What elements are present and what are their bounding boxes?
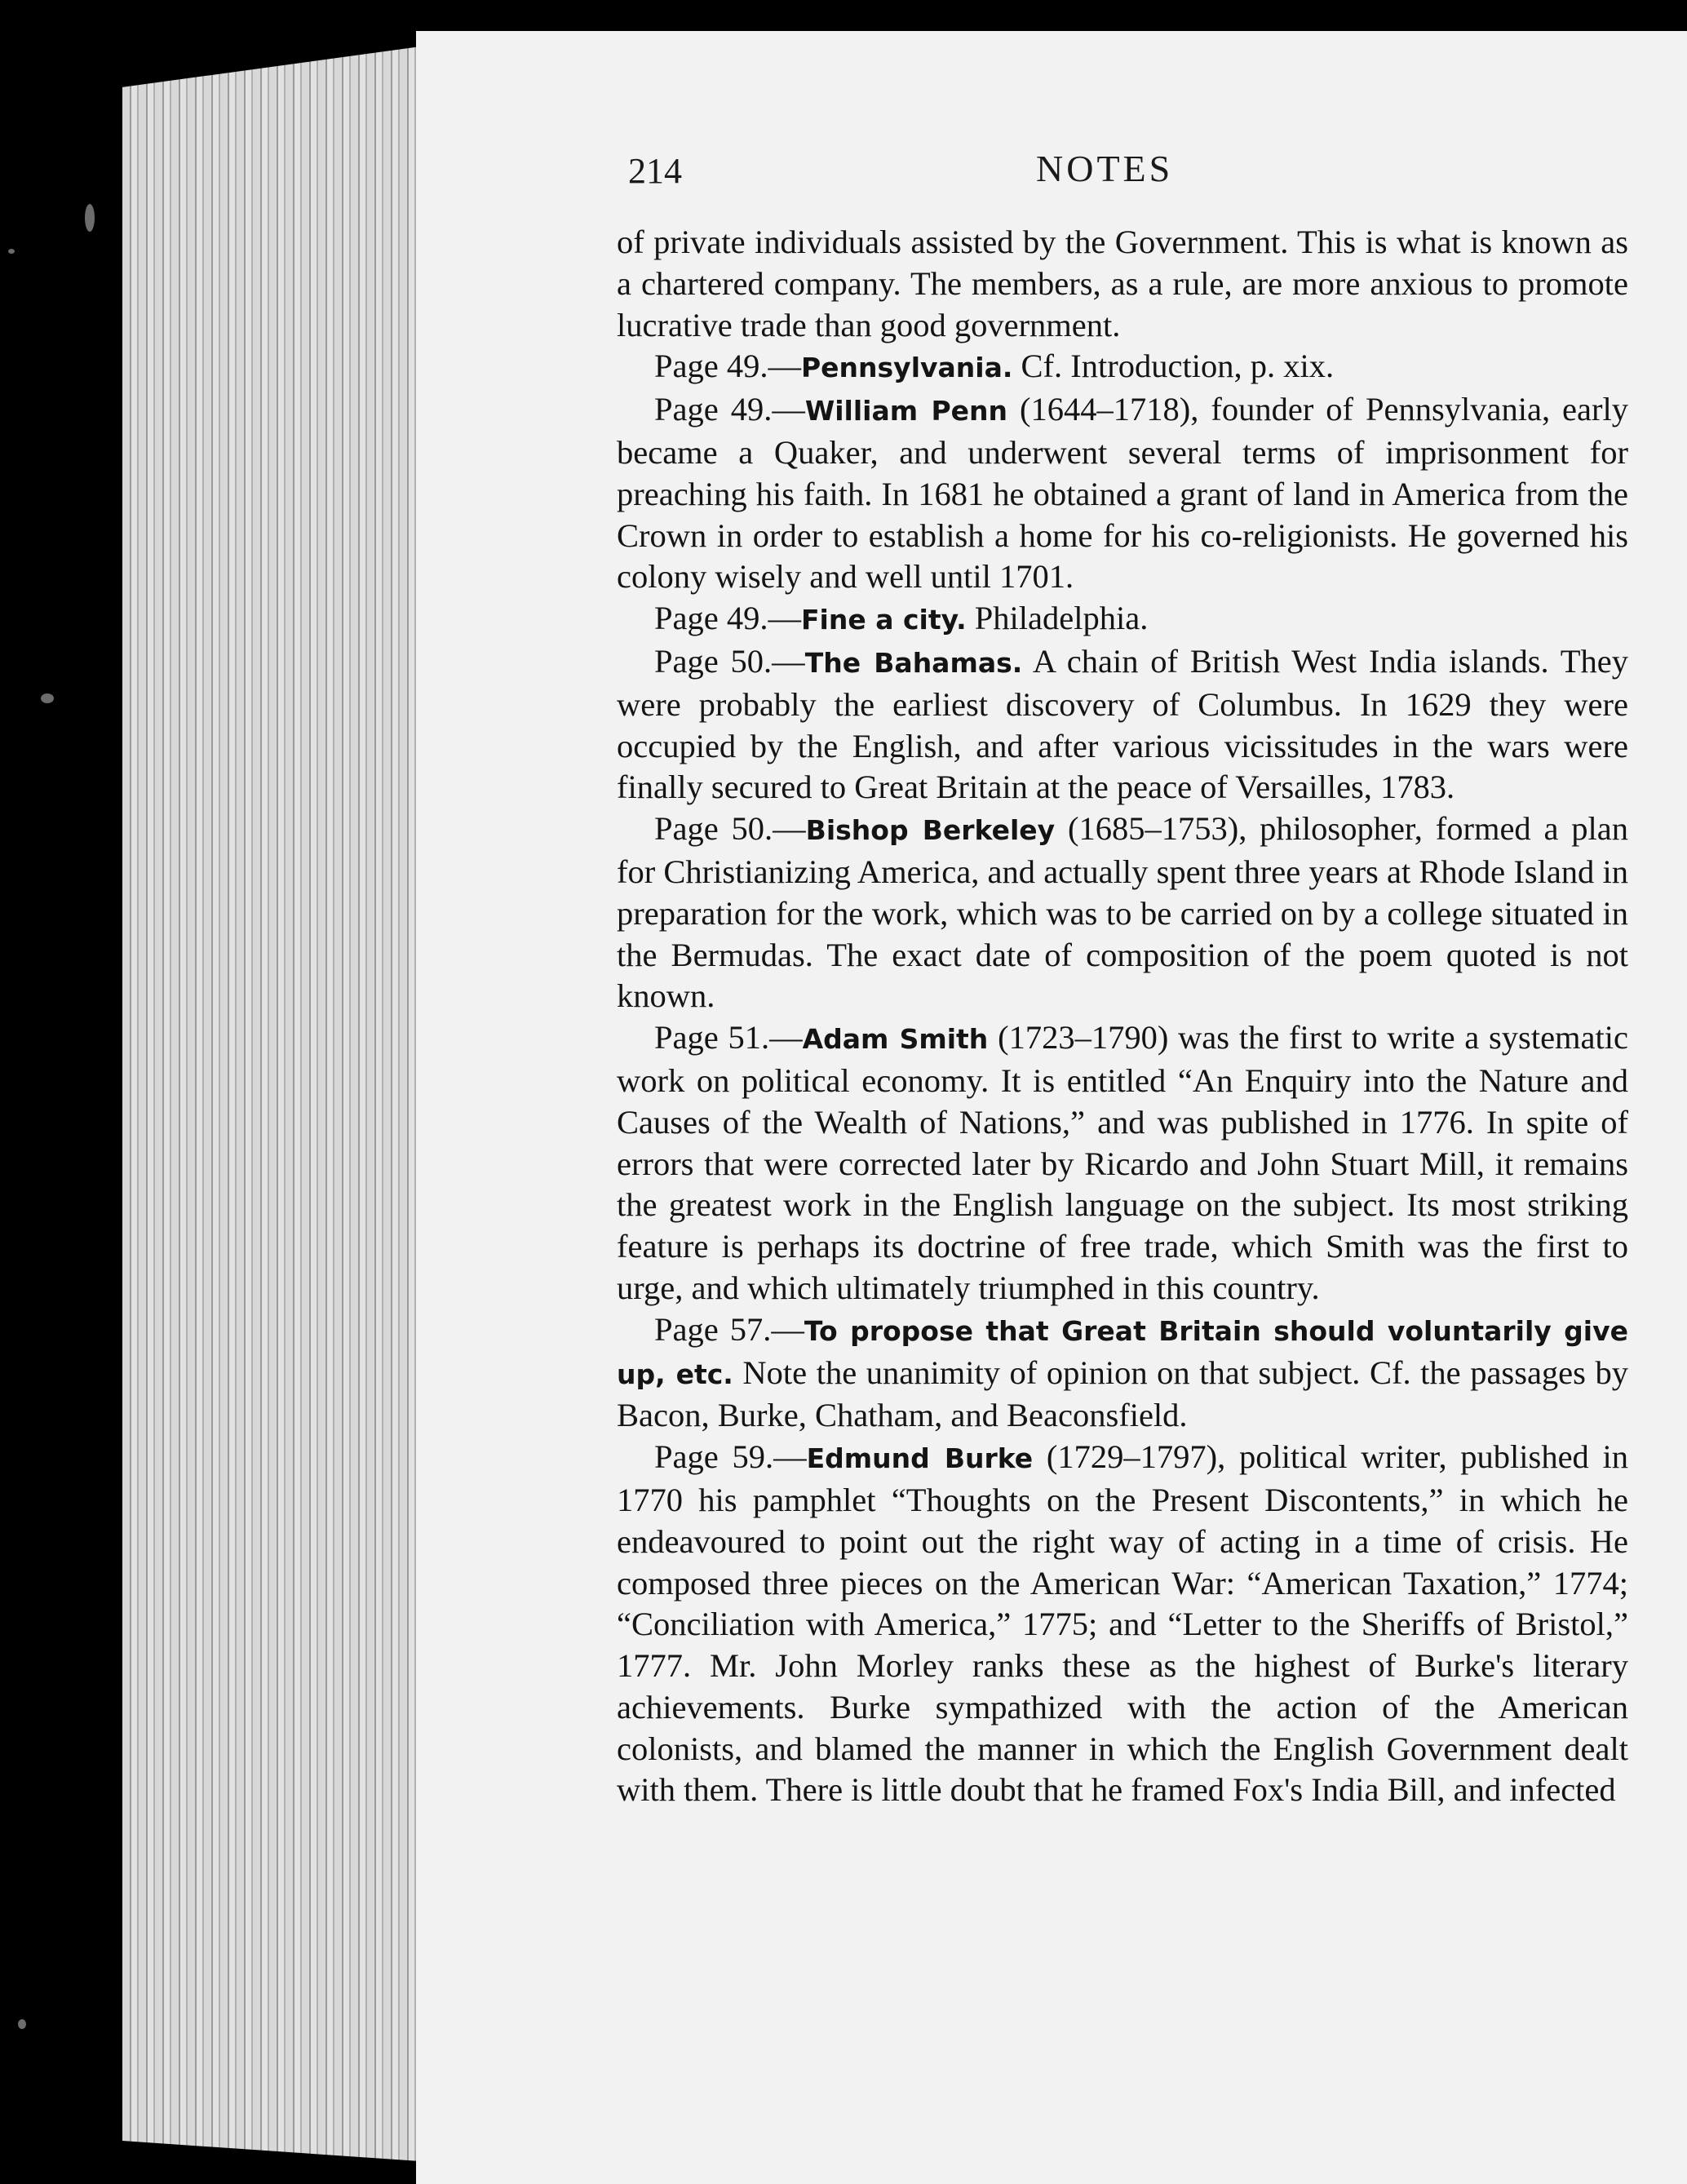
note-entry xyxy=(617,389,1628,598)
note-page-ref: Page 59.— xyxy=(654,1438,807,1476)
stacked-page-edges xyxy=(122,45,432,2162)
note-page-ref: Page 49.— xyxy=(654,391,805,428)
note-term: Adam Smith xyxy=(802,1023,989,1056)
margin-speck xyxy=(85,204,95,232)
note-page-ref: Page 49.— xyxy=(654,348,801,385)
page-header xyxy=(628,147,1632,196)
note-body: Cf. Introduction, p. xix. xyxy=(1012,348,1335,385)
note-term: To propose that Great Britain should voluntarily give up, etc. xyxy=(617,1314,1629,1390)
note-term: Fine a city. xyxy=(800,604,967,636)
margin-speck xyxy=(41,693,54,703)
margin-speck xyxy=(18,2019,26,2029)
note-term: Edmund Burke xyxy=(806,1442,1034,1475)
page-number: 214 xyxy=(628,151,682,191)
margin-speck xyxy=(8,249,15,254)
note-page-ref: Page 57.— xyxy=(654,1310,804,1348)
note-term: The Bahamas. xyxy=(804,646,1023,679)
note-page-ref: Page 49.— xyxy=(654,600,801,637)
note-entry xyxy=(617,1309,1628,1437)
note-entry xyxy=(617,808,1628,1017)
continued-paragraph: of private individuals assisted by the Government. This is what is known as a chartered company. The members, as a rule, are more anxious to promote lucrative trade than good government. xyxy=(617,224,1628,343)
note-body: Note the unanimity of opinion on that subject. Cf. the passages by Bacon, Burke, Chatham, and Beaconsfield. xyxy=(617,1353,1628,1434)
note-body: (1723–1790) was the first to write a systematic work on political economy. It is entitled “An Enquiry into the Nature and Causes of the Wealth of Nations,” and was published in 1776. In spite of errors that were corrected later by Ricardo and John Stuart Mill, it remains the greatest work in the English language on the subject. Its most striking feature is perhaps its doctrine of free trade, which Smith was the first to urge, and which ultimately triumphed in this country. xyxy=(617,1019,1629,1306)
note-body: (1729–1797), political writer, published in 1770 his pamphlet “Thoughts on the Present Discontents,” in which he endeavoured to point out the right way of acting in a time of crisis. He composed three pieces on the American War: “American Taxation,” 1774; “Conciliation with America,” 1775; and “Letter to the Sheriffs of Bristol,” 1777. Mr. John Morley ranks these as the highest of Burke's literary achievements. Burke sympathized with the action of the American colonists, and blamed the manner in which the English Government dealt with them. There is little doubt that he framed Fox's India Bill, and infected xyxy=(617,1438,1629,1809)
note-body: (1685–1753), philosopher, formed a plan for Christianizing America, and actually spent three years at Rhode Island in preparation for the work, which was to be carried on by a college situated in the Bermudas. The exact date of composition of the poem quoted is not known. xyxy=(617,810,1628,1015)
note-term: William Penn xyxy=(804,395,1008,427)
note-body: Philadelphia. xyxy=(966,600,1149,637)
note-entry xyxy=(617,1017,1628,1309)
running-head: NOTES xyxy=(1036,148,1174,189)
note-page-ref: Page 50.— xyxy=(654,810,806,848)
note-body: (1644–1718), founder of Pennsylvania, early became a Quaker, and underwent several terms of imprisonment for preaching his faith. In 1681 he obtained a grant of land in America from the Crown in order to establish a home for his co-religionists. He governed his colony wisely and well until 1701. xyxy=(617,391,1629,596)
note-entry xyxy=(617,598,1628,641)
note-term: Pennsylvania. xyxy=(800,352,1013,384)
note-entry xyxy=(617,641,1628,808)
note-term: Bishop Berkeley xyxy=(805,814,1056,847)
note-entry xyxy=(617,346,1628,389)
note-page-ref: Page 51.— xyxy=(654,1019,803,1057)
notes-text xyxy=(617,222,1628,1811)
note-body: A chain of British West India islands. They were probably the earliest discovery of Columbus. In 1629 they were occupied by the English, and after various vicissitudes in the wars were finally secured to Great Britain at the peace of Versailles, 1783. xyxy=(617,642,1628,806)
note-entry xyxy=(617,1437,1628,1811)
note-page-ref: Page 50.— xyxy=(654,642,805,680)
